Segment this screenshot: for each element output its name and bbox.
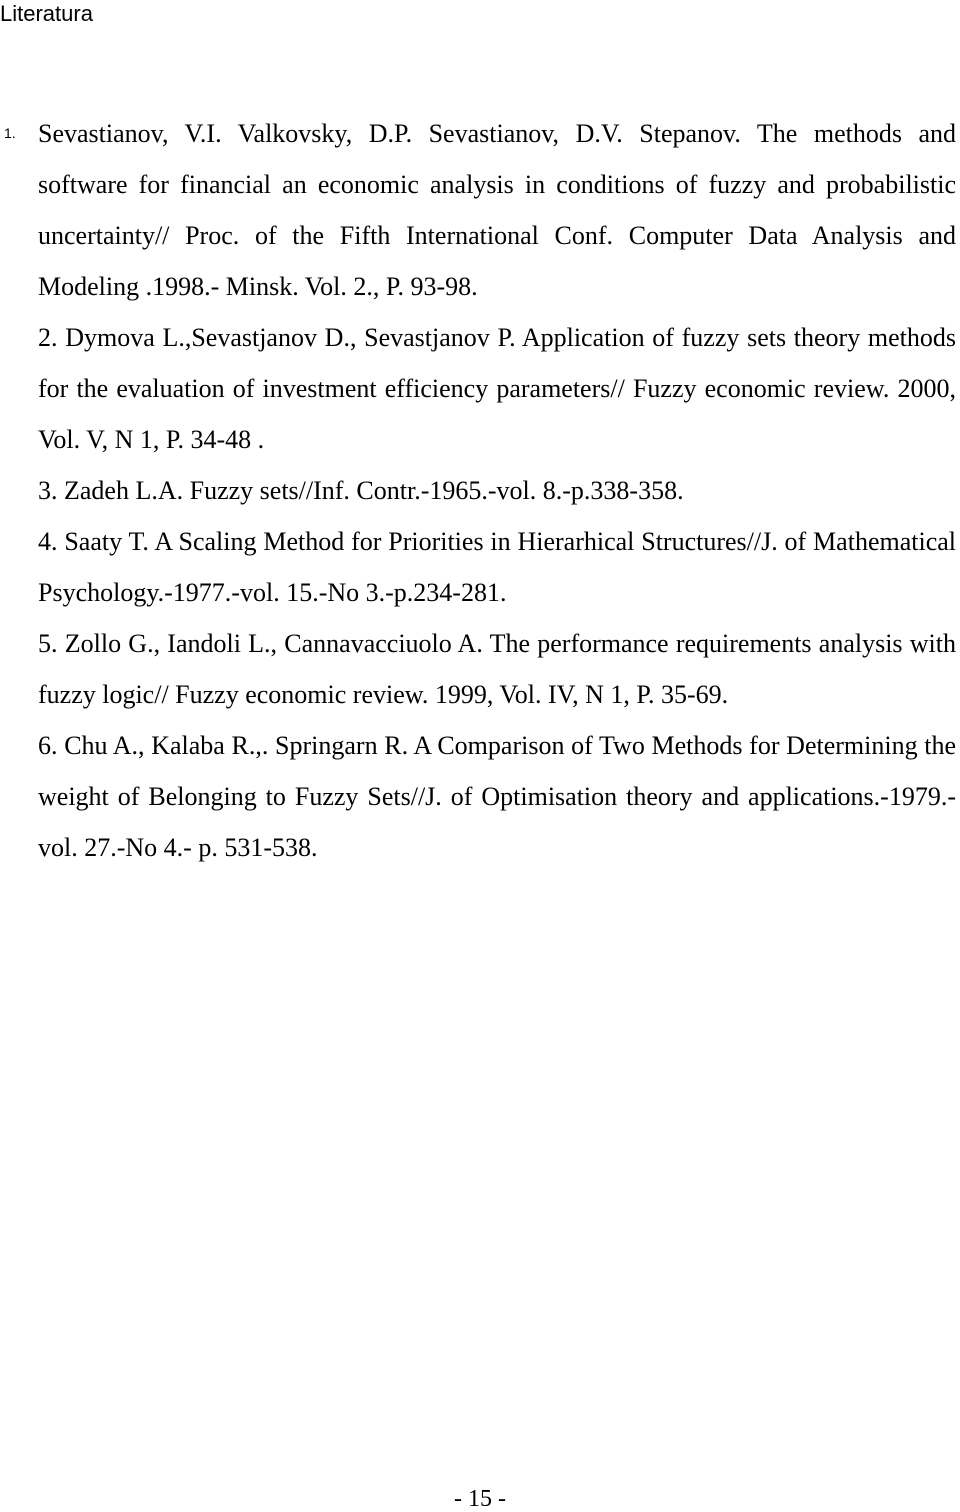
reference-item <box>38 465 956 516</box>
reference-number: 1. <box>4 125 16 141</box>
page-number: - 15 - <box>454 1486 506 1512</box>
reference-number: 2. <box>38 323 58 352</box>
reference-number: 4. <box>38 527 58 556</box>
reference-text: Zollo G., Iandoli L., Cannavacciuolo A. The performance requirements analysis with fuzzy logic// Fuzzy economic review. 1999, Vol. IV, N 1, P. 35-69. <box>38 629 956 709</box>
reference-text: Dymova L.,Sevastjanov D., Sevastjanov P. Application of fuzzy sets theory methods for the evaluation of investment efficiency parameters// Fuzzy economic review. 2000, Vol. V, N 1, P. 34-48 . <box>38 323 956 454</box>
reference-text: Zadeh L.A. Fuzzy sets//Inf. Contr.-1965.-vol. 8.-p.338-358. <box>64 476 684 505</box>
reference-number: 3. <box>38 476 58 505</box>
reference-list <box>4 108 957 873</box>
reference-item <box>38 618 956 720</box>
reference-item <box>38 516 956 618</box>
reference-item <box>38 720 956 873</box>
reference-text: Saaty T. A Scaling Method for Priorities in Hierarhical Structures//J. of Mathematical Psychology.-1977.-vol. 15.-No 3.-p.234-281. <box>38 527 956 607</box>
reference-item <box>38 312 956 465</box>
reference-number: 6. <box>38 731 58 760</box>
reference-text: Chu A., Kalaba R.,. Springarn R. A Comparison of Two Methods for Determining the weight of Belonging to Fuzzy Sets//J. of Optimisation theory and applications.-1979.-vol. 27.-No 4.- p. 531-538. <box>38 731 957 862</box>
reference-number: 5. <box>38 629 58 658</box>
reference-item <box>4 108 956 312</box>
page-heading: Literatura <box>0 1 93 26</box>
reference-text: Sevastianov, V.I. Valkovsky, D.P. Sevastianov, D.V. Stepanov. The methods and software for financial an economic analysis in conditions of fuzzy and probabilistic uncertainty// Proc. of the Fifth International Conf. Computer Data Analysis and Modeling .1998.- Minsk. Vol. 2., P. 93-98. <box>38 119 956 301</box>
